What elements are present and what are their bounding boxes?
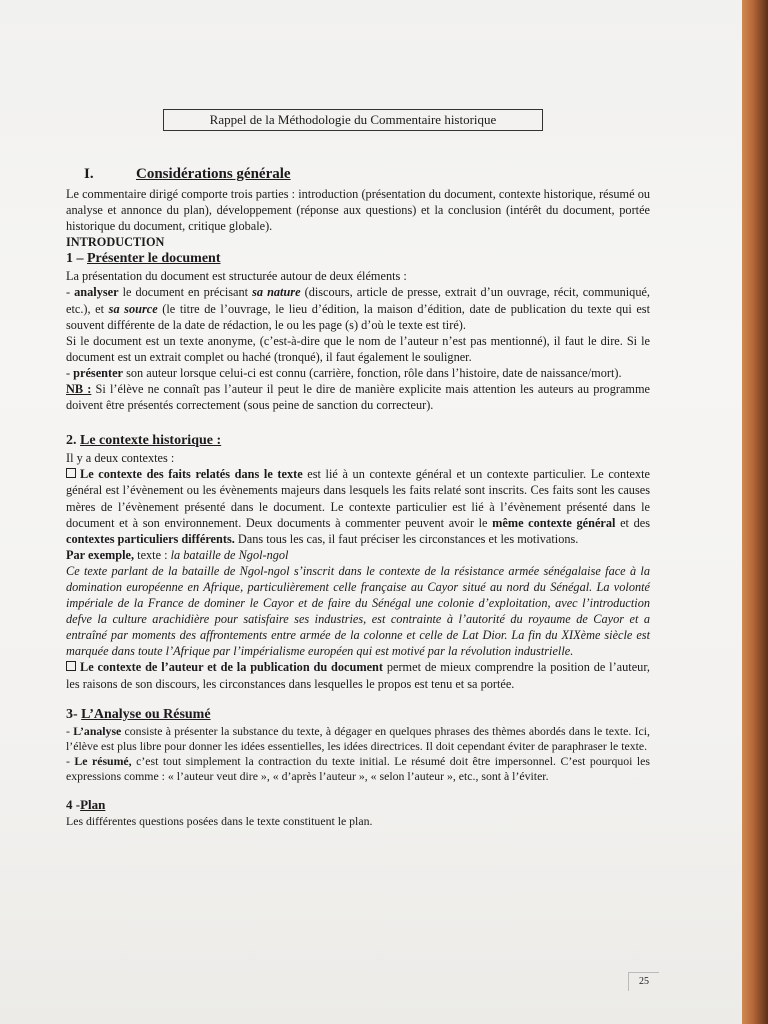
subsection-heading-analyse — [66, 706, 650, 724]
analyser-text-b: (discours, article de presse, extrait d’un ouvrage, récit, communiqué, etc.), et — [66, 285, 651, 316]
analyser-paragraph: - analyser le document en précisant sa nature (discours, article de presse, extrait d’un ouvrage, récit, communiqué, etc.), et sa source (le titre de l’ouvrage, le lieu d’édition, la maison d’édition, date de publication du texte qui est souvent différente de la date de rédaction, le ou les page (s) d’où le texte est tiré). — [66, 285, 651, 332]
ctx1-text-e: Dans tous les cas, il faut préciser les circonstances et les motivations. — [234, 531, 579, 546]
subsection-heading-presenter — [66, 250, 650, 268]
background-edge — [742, 0, 768, 1024]
plan-paragraph: Les différentes questions posées dans le texte constituent le plan. — [66, 813, 373, 828]
analyser-label: analyser — [74, 285, 119, 300]
resume-paragraph: - Le résumé, c’est tout simplement la contraction du texte initial. Le résumé doit être impersonnel. C’est pourquoi les expressions comme : « l’auteur veut dire », « d’après l’auteur », « selon l’auteur », etc., sont à l’éviter. — [66, 753, 650, 783]
spacer — [66, 692, 650, 706]
page-number: 25 — [628, 972, 659, 991]
contexte-intro: Il y a deux contextes : — [66, 451, 175, 466]
nb-label: NB : — [66, 382, 92, 397]
example-body: Ce texte parlant de la bataille de Ngol-ngol s’inscrit dans le contexte de la résistance armée sénégalaise face à la domination européenne en Afrique, particulièrement celle française au Cayor situé au nord du Sénégal. La volonté impériale de la France de dominer le Cayor et de faire du Sénégal une colonie d’exploitation, avec l’introduction defve la culture arachidière pour satisfaire ses industries, est contrainte à l’autorité du royaume de Cayor et a entraîné par moments des affrontements entre armée de la colonne et celle de Lat Dior. La fin du XIXème siècle est marquée dans toute l’Afrique par l’impérialisme européen qui est motivé par la révolution industrielle. — [66, 563, 650, 659]
subsection-number: 3- — [66, 706, 78, 722]
contexte-faits-paragraph — [66, 466, 650, 546]
checkbox-bullet-icon — [66, 661, 76, 671]
ctx1-text-a: est lié à un contexte général et un contexte particulier. Le contexte général est l’évènement ou les évènements majeurs dans lesquels les faits relaté sont inscrits. Ces faits sont les causes mères de l’évènement présenté dans le document. Le contexte particulier est lié à l’évènement présenté dans le document et à son environnement. Deux documents à commenter peuvent avoir le — [66, 467, 650, 530]
subsection-number: 4 - — [66, 796, 81, 812]
spacer — [66, 784, 650, 796]
analyser-text-a: le document en précisant — [118, 285, 253, 300]
nb-text: Si l’élève ne connaît pas l’auteur il peut le dire de manière explicite mais attention les auteurs au programme doivent être présentés correctement (sous peine de sanction du correcteur). — [66, 382, 650, 413]
section-heading-considerations — [66, 164, 650, 184]
presenter-label: présenter — [73, 365, 124, 380]
section-title: Considérations générale — [136, 166, 291, 182]
example-title: la bataille de Ngol-ngol — [170, 547, 289, 562]
subsection-title: Plan — [80, 796, 106, 812]
nb-paragraph — [66, 381, 650, 413]
subsection-heading-plan — [66, 796, 650, 814]
subsection-number: 2. — [66, 433, 77, 449]
page-title: Rappel de la Méthodologie du Commentaire historique — [163, 109, 543, 131]
source-term: sa source — [108, 301, 158, 316]
resume-text: c’est tout simplement la contraction du texte initial. Le résumé doit être impersonnel. C’est pourquoi les expressions comme : « l’auteur veut dire », « d’après l’auteur », « selon l’auteur », etc., sont à l’éviter. — [66, 753, 650, 783]
analyse-text: consiste à présenter la substance du texte, à dégager en quelques phrases des thèmes abordés dans le texte. Ici, l’élève est plus libre pour donner les idées essentielles, les idées directrices. Il doit cependant éviter de paraphraser le texte. — [66, 723, 650, 753]
nature-term: sa nature — [252, 285, 301, 300]
spacer — [66, 413, 650, 432]
section-number: I. — [84, 166, 94, 182]
ctx2-label: Le contexte de l’auteur et de la publication du document — [80, 660, 383, 675]
example-line — [66, 547, 650, 563]
example-text: texte : — [134, 547, 171, 562]
analyser-text-c: (le titre de l’ouvrage, le lieu d’édition, la maison d’édition, date de publication du texte qui est souvent différente de la date de rédaction, le ou les page (s) d’où le texte est tiré). — [66, 301, 651, 332]
subsection-title: Le contexte historique : — [80, 433, 222, 449]
document-body — [66, 164, 650, 829]
checkbox-bullet-icon — [66, 468, 76, 478]
presentation-intro: La présentation du document est structurée autour de deux éléments : — [66, 269, 407, 284]
introduction-heading: INTRODUCTION — [66, 235, 165, 250]
analyse-label: L’analyse — [73, 723, 122, 738]
ctx1-bold-b: même contexte général — [492, 515, 616, 530]
contexte-auteur-paragraph — [66, 659, 650, 691]
example-label: Par exemple, — [66, 547, 135, 562]
ctx1-text-c: et des — [615, 515, 650, 530]
ctx1-label: Le contexte des faits relatés dans le texte — [80, 467, 303, 482]
presenter-paragraph: - présenter son auteur lorsque celui-ci est connu (carrière, fonction, rôle dans l’histoire, date de naissance/mort). — [66, 365, 622, 380]
ctx1-bold-d: contextes particuliers différents. — [66, 531, 235, 546]
anonyme-paragraph: Si le document est un texte anonyme, (c’est-à-dire que le nom de l’auteur n’est pas mentionné), il faut le dire. Si le document est un extrait complet ou haché (tronqué), il faut également le souligner. — [66, 333, 650, 364]
presenter-text: son auteur lorsque celui-ci est connu (carrière, fonction, rôle dans l’histoire, date de naissance/mort). — [123, 365, 622, 380]
subsection-title: L’Analyse ou Résumé — [81, 706, 211, 722]
section-paragraph: Le commentaire dirigé comporte trois parties : introduction (présentation du document, contexte historique, résumé ou analyse et annonce du plan), développement (réponse aux questions) et la conclusion (intérêt du document, portée historique du document, critique globale). — [66, 187, 650, 234]
subsection-number: 1 – — [66, 251, 84, 267]
analyse-paragraph: - L’analyse consiste à présenter la substance du texte, à dégager en quelques phrases des thèmes abordés dans le texte. Ici, l’élève est plus libre pour donner les idées essentielles, les idées directrices. Il doit cependant éviter de paraphraser le texte. — [66, 723, 650, 753]
subsection-title: Présenter le document — [87, 251, 221, 267]
resume-label: Le résumé, — [74, 753, 132, 768]
subsection-heading-contexte — [66, 432, 650, 450]
ctx2-text: permet de mieux comprendre la position de l’auteur, les raisons de son discours, les circonstances dans lesquelles le propos est tenu et sa portée. — [66, 660, 650, 691]
